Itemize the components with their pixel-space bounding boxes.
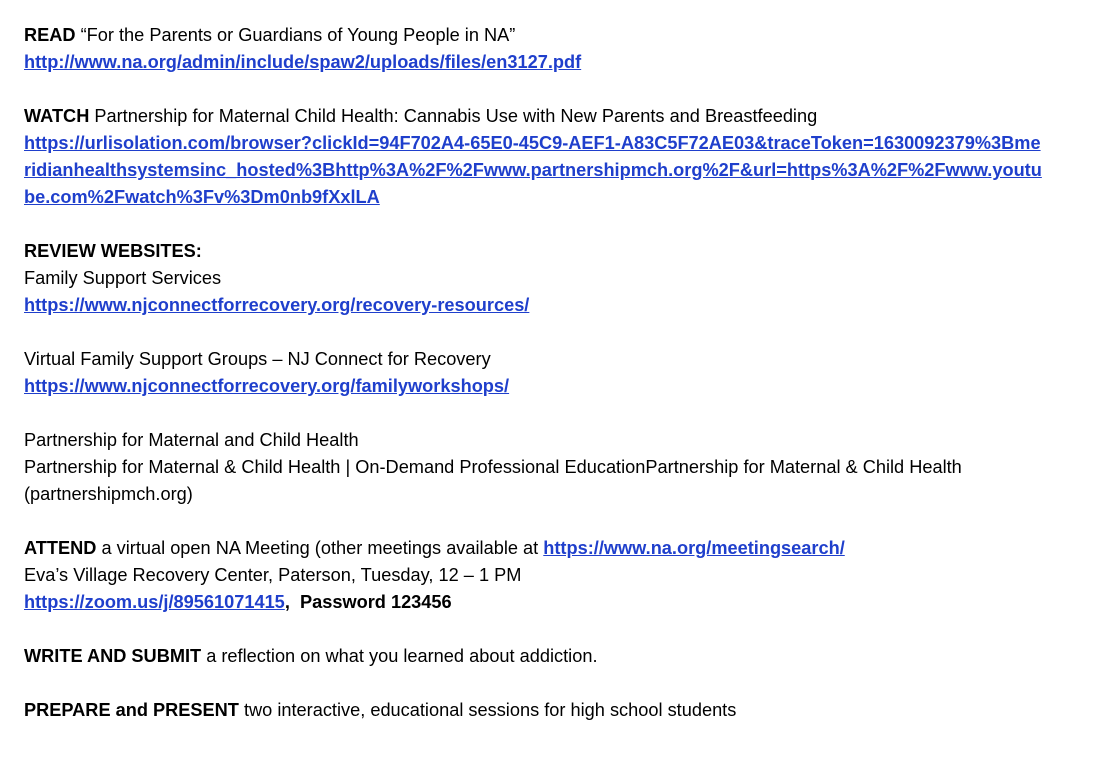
- prepare-line: [24, 697, 1104, 724]
- spacer: [24, 400, 1104, 427]
- spacer: [24, 319, 1104, 346]
- write-line: [24, 643, 1104, 670]
- spacer: [24, 508, 1104, 535]
- spacer: [24, 670, 1104, 697]
- family-support-link[interactable]: https://www.njconnectforrecovery.org/recovery-resources/: [24, 295, 530, 315]
- virtual-groups-title: Virtual Family Support Groups – NJ Connect for Recovery: [24, 349, 491, 369]
- attend-text: a virtual open NA Meeting (other meetings available at: [96, 538, 544, 558]
- pmch-description-line-2: (partnershipmch.org): [24, 484, 193, 504]
- meeting-location: Eva’s Village Recovery Center, Paterson, Tuesday, 12 – 1 PM: [24, 565, 522, 585]
- watch-link-part-2[interactable]: ridianhealthsystemsinc_hosted%3Bhttp%3A%2F%2Fwww.partnershipmch.org%2F&url=https%3A%2F%2Fwww.youtu: [24, 160, 1042, 180]
- zoom-line: [24, 589, 1104, 616]
- watch-link-line-3: [24, 184, 1104, 211]
- write-text: a reflection on what you learned about addiction.: [201, 646, 598, 666]
- watch-link-part-1[interactable]: https://urlisolation.com/browser?clickId=94F702A4-65E0-45C9-AEF1-A83C5F72AE03&traceToken=1630092379%3Bme: [24, 133, 1041, 153]
- meeting-search-link[interactable]: https://www.na.org/meetingsearch/: [543, 538, 845, 558]
- virtual-groups-link[interactable]: https://www.njconnectforrecovery.org/familyworkshops/: [24, 376, 510, 396]
- attend-label: ATTEND: [24, 538, 97, 558]
- family-support-link-line: [24, 292, 1104, 319]
- watch-line: [24, 103, 1104, 130]
- watch-link-part-3[interactable]: be.com%2Fwatch%3Fv%3Dm0nb9fXxlLA: [24, 187, 380, 207]
- watch-link-line-2: [24, 157, 1104, 184]
- review-heading: REVIEW WEBSITES:: [24, 241, 202, 261]
- spacer: [24, 76, 1104, 103]
- meeting-password: Password 123456: [299, 592, 452, 612]
- watch-text: Partnership for Maternal Child Health: Cannabis Use with New Parents and Breastfeeding: [89, 106, 818, 126]
- spacer: [24, 211, 1104, 238]
- pmch-title: Partnership for Maternal and Child Health: [24, 430, 359, 450]
- watch-label: WATCH: [24, 106, 90, 126]
- spacer: [24, 616, 1104, 643]
- prepare-label: PREPARE and PRESENT: [24, 700, 239, 720]
- family-support-title: Family Support Services: [24, 268, 222, 288]
- write-label: WRITE AND SUBMIT: [24, 646, 202, 666]
- read-text: “For the Parents or Guardians of Young People in NA”: [75, 25, 516, 45]
- watch-link-line-1: [24, 130, 1104, 157]
- zoom-separator: ,: [284, 592, 300, 612]
- read-link-line: [24, 49, 1104, 76]
- zoom-link[interactable]: https://zoom.us/j/89561071415: [24, 592, 285, 612]
- attend-line: [24, 535, 1104, 562]
- virtual-groups-link-line: [24, 373, 1104, 400]
- document-body: [24, 22, 1104, 724]
- read-label: READ: [24, 25, 76, 45]
- read-line: [24, 22, 1104, 49]
- read-link[interactable]: http://www.na.org/admin/include/spaw2/uploads/files/en3127.pdf: [24, 52, 582, 72]
- pmch-description-line-1: Partnership for Maternal & Child Health | On-Demand Professional EducationPartnership for Maternal & Child Health: [24, 457, 962, 477]
- prepare-text: two interactive, educational sessions for high school students: [238, 700, 737, 720]
